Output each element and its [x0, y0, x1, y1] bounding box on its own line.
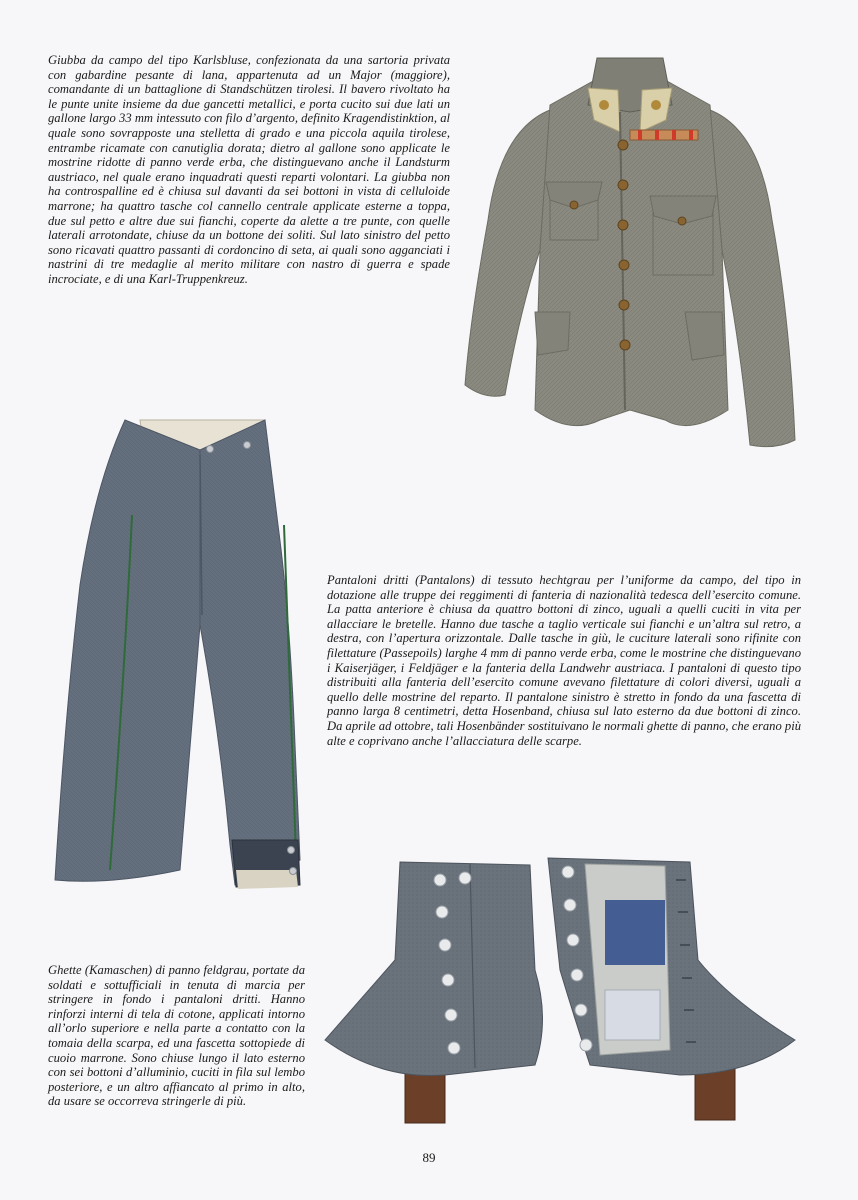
caption-gaiters: Ghette (Kamaschen) di panno feldgrau, portate da soldati e sottufficiali in tenuta di marcia per stringere in fondo i pantaloni dritti. Hanno rinforzi interni di tela di cotone, applicati intorno all’orlo superiore e nella parte a contatto con la tomaia della scarpa, ed una fascetta sottopiede di cuoio marrone. Sono chiuse lungo il lato esterno con sei bottoni d’alluminio, cuciti in fila sul lembo posteriore, e un altro affiancato al primo in alto, da usare se occorreva stringerle di più.	[48, 963, 305, 1109]
caption-jacket: Giubba da campo del tipo Karlsbluse, confezionata da una sartoria privata con gabardine pesante di lana, appartenuta ad un Major (maggiore), comandante di un battaglione di Standschützen tirolesi. Il bavero rivoltato ha le punte unite insieme da due gancetti metallici, e porta cucito sui due lati un gallone largo 33 mm intessuto con filo d’argento, definito Kragendistinktion, al quale sono sovrapposte una stelletta di grado e una piccola aquila tirolese, entrambe ricamate con canutiglia dorata; dietro al gallone sono applicate le mostrine ridotte di panno verde erba, che distinguevano anche il Landsturm austriaco, nel quale erano inquadrati questi reparti volontari. La giubba non ha controspalline ed è chiusa sul davanti da sei bottoni in vista di celluloide marrone; ha quattro tasche col cannello centrale applicate esterne a toppa, due sul petto e altre due sui fianchi, coperte da alette a tre punte, con quelle laterali arrotondate, chiuse da un bottone dei soliti. Sul lato sinistro del petto sono ricavati quattro passanti di cordoncino di seta, ai quali sono agganciati i nastrini di tre medaglie al merito militare con nastro di guerra e spade incrociate, e di una Karl-Truppenkreuz.	[48, 53, 450, 286]
photo-trousers	[50, 415, 310, 900]
photo-field-jacket	[460, 50, 800, 460]
page-number: 89	[422, 1150, 436, 1165]
photo-gaiters	[320, 850, 800, 1125]
caption-trousers: Pantaloni dritti (Pantalons) di tessuto hechtgrau per l’uniforme da campo, del tipo in dotazione alle truppe dei reggimenti di fanteria di nazionalità tedesca dell’esercito comune. La patta anteriore è chiusa da quattro bottoni di zinco, uguali a quelli cuciti in vita per allacciare le bretelle. Hanno due tasche a taglio verticale sui fianchi e un’altra sul retro, a destra, con l’apertura orizzontale. Dalle tasche in giù, le cuciture laterali sono rifinite con filettature (Passepoils) larghe 4 mm di panno verde erba, come le mostrine che distinguevano i Kaiserjäger, i Feldjäger e la fanteria della Landwehr austriaca. I pantaloni di questo tipo distribuiti alla fanteria dell’esercito comune avevano filettature di colori diversi, uguali a quello delle mostrine del reparto. Il pantalone sinistro è stretto in fondo da una fascetta di panno larga 8 centimetri, detta Hosenband, chiusa sul lato esterno da due bottoni di zinco. Da aprile ad ottobre, tali Hosenbänder sostituivano le normali ghette di panno, che erano più alte e coprivano anche l’allacciatura delle scarpe.	[327, 573, 801, 748]
